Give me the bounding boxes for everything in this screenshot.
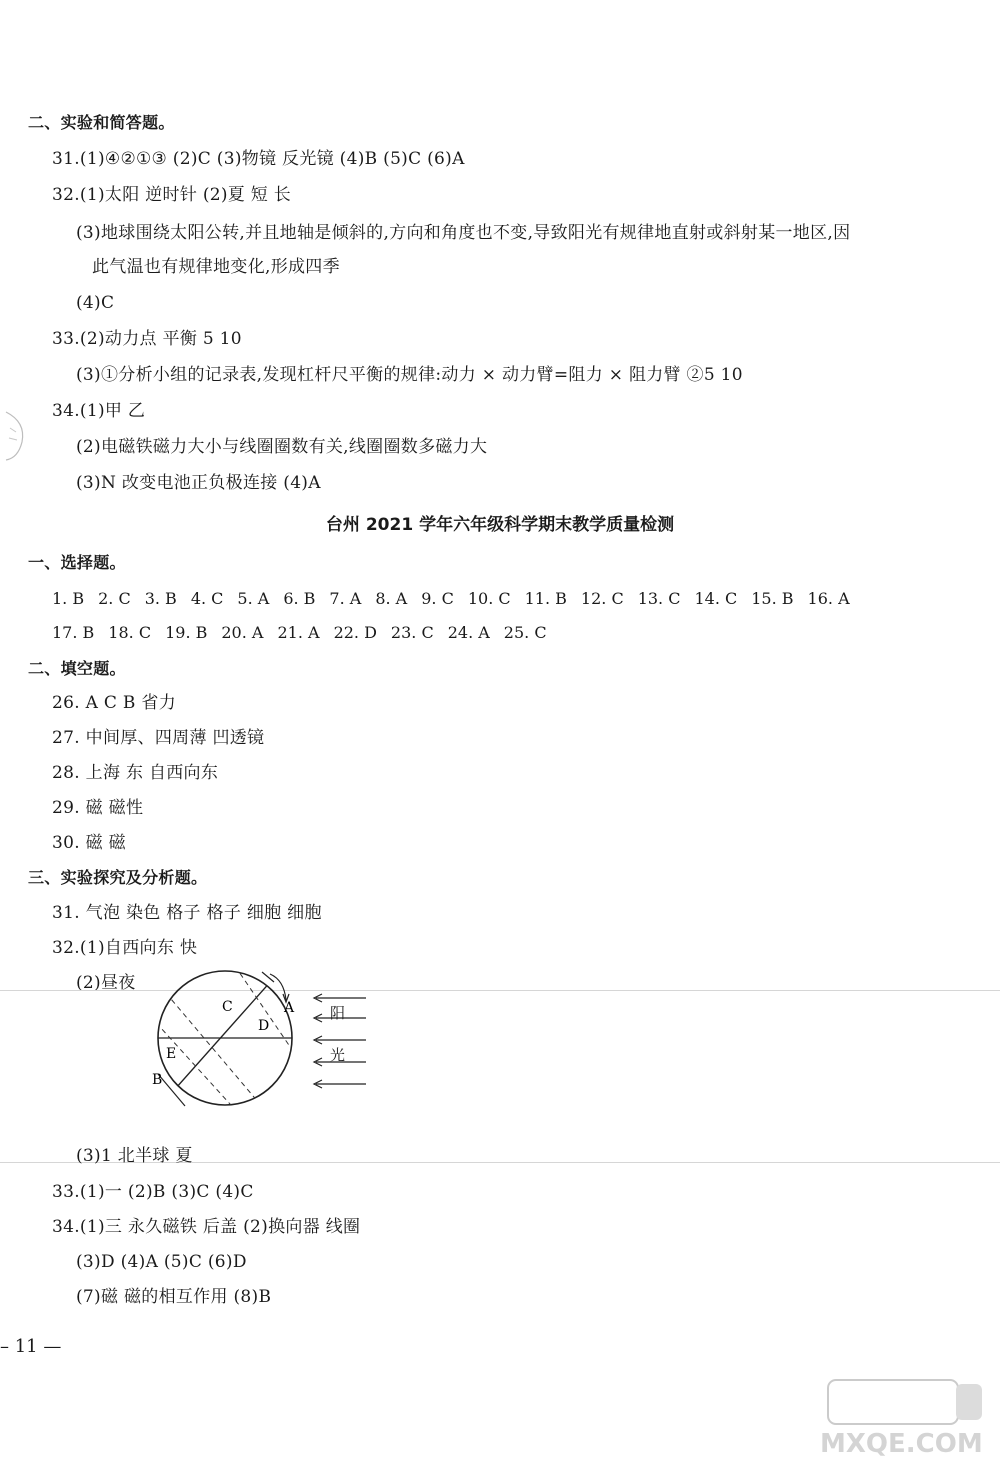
answer-32-3-line2: 此气温也有规律地变化,形成四季: [92, 257, 340, 277]
label-D: D: [258, 1018, 270, 1034]
answer-33-2: 33.(2)动力点 平衡 5 10: [52, 329, 242, 349]
choice-answer: 8. A: [375, 589, 408, 608]
choice-answer: 25. C: [503, 623, 547, 642]
answer-32b-3: (3)1 北半球 夏: [76, 1146, 193, 1166]
choice-answer: 21. A: [277, 623, 320, 642]
answer-34-2: (2)电磁铁磁力大小与线圈圈数有关,线圈圈数多磁力大: [76, 437, 488, 457]
answer-29: 29. 磁 磁性: [52, 798, 144, 818]
choice-answer: 12. C: [580, 589, 624, 608]
margin-stamp-mark: [2, 408, 30, 464]
choice-answer: 7. A: [329, 589, 362, 608]
watermark-text: MXQE.COM: [820, 1429, 983, 1458]
choice-answer: 15. B: [751, 589, 794, 608]
answer-30: 30. 磁 磁: [52, 833, 126, 853]
choice-answer: 14. C: [694, 589, 738, 608]
answer-33-3: (3)①分析小组的记录表,发现杠杆尺平衡的规律:动力 × 动力臂=阻力 × 阻力臂 ②5 10: [76, 365, 743, 385]
answer-34b-7: (7)磁 磁的相互作用 (8)B: [76, 1287, 272, 1307]
exam-title: 台州 2021 学年六年级科学期末教学质量检测: [325, 515, 675, 535]
answer-26: 26. A C B 省力: [52, 693, 177, 713]
answer-32b-2: (2)昼夜: [76, 973, 136, 993]
choice-answer: 13. C: [637, 589, 681, 608]
answer-33b: 33.(1)一 (2)B (3)C (4)C: [52, 1182, 254, 1202]
label-sunlight-2: 光: [330, 1046, 346, 1064]
section-heading-experiment: 二、实验和简答题。: [28, 113, 175, 132]
answer-34-1: 34.(1)甲 乙: [52, 401, 146, 421]
label-C: C: [222, 999, 233, 1015]
choice-answers-row2: [52, 622, 561, 644]
choice-answer: 24. A: [447, 623, 490, 642]
choice-answers-row1: [52, 588, 864, 610]
choice-answer: 10. C: [467, 589, 511, 608]
section-heading-choice: 一、选择题。: [28, 553, 126, 572]
page-number: – 11 —: [0, 1336, 62, 1357]
choice-answer: 1. B: [52, 589, 85, 608]
choice-answer: 6. B: [283, 589, 316, 608]
choice-answer: 9. C: [421, 589, 454, 608]
earth-day-night-diagram: [150, 966, 380, 1116]
site-watermark-logo: [808, 1378, 988, 1458]
label-E: E: [166, 1046, 177, 1062]
answer-32-1: 32.(1)太阳 逆时针 (2)夏 短 长: [52, 185, 292, 205]
choice-answer: 19. B: [165, 623, 208, 642]
answer-27: 27. 中间厚、四周薄 凹透镜: [52, 728, 265, 748]
answer-34b-3: (3)D (4)A (5)C (6)D: [76, 1252, 247, 1272]
answer-28: 28. 上海 东 自西向东: [52, 763, 219, 783]
choice-answer: 4. C: [190, 589, 224, 608]
label-A: A: [284, 1000, 295, 1016]
answer-32b-1: 32.(1)自西向东 快: [52, 938, 198, 958]
choice-answer: 22. D: [333, 623, 377, 642]
choice-answer: 20. A: [221, 623, 264, 642]
answer-31: 31.(1)④②①③ (2)C (3)物镜 反光镜 (4)B (5)C (6)A: [52, 149, 465, 169]
choice-answer: 11. B: [524, 589, 567, 608]
answer-32-4: (4)C: [76, 293, 115, 313]
page-number-value: 11: [14, 1336, 38, 1357]
answer-34-3: (3)N 改变电池正负极连接 (4)A: [76, 473, 321, 493]
answer-32-3-line1: (3)地球围绕太阳公转,并且地轴是倾斜的,方向和角度也不变,导致阳光有规律地直射或斜射某一地区,因: [76, 223, 851, 243]
choice-answer: 23. C: [390, 623, 434, 642]
answer-31b: 31. 气泡 染色 格子 格子 细胞 细胞: [52, 903, 322, 923]
latitude-dashed-1: [235, 966, 310, 1076]
choice-answer: 17. B: [52, 623, 95, 642]
section-heading-analysis: 三、实验探究及分析题。: [28, 868, 208, 887]
choice-answer: 16. A: [807, 589, 850, 608]
choice-answer: 18. C: [108, 623, 152, 642]
choice-answer: 3. B: [144, 589, 177, 608]
answer-34b-1: 34.(1)三 永久磁铁 后盖 (2)换向器 线圈: [52, 1217, 361, 1237]
label-B: B: [152, 1072, 163, 1088]
section-heading-fill: 二、填空题。: [28, 659, 126, 678]
choice-answer: 5. A: [237, 589, 270, 608]
choice-answer: 2. C: [98, 589, 131, 608]
axis-line: [262, 972, 274, 982]
label-sunlight-1: 阳: [330, 1004, 346, 1022]
